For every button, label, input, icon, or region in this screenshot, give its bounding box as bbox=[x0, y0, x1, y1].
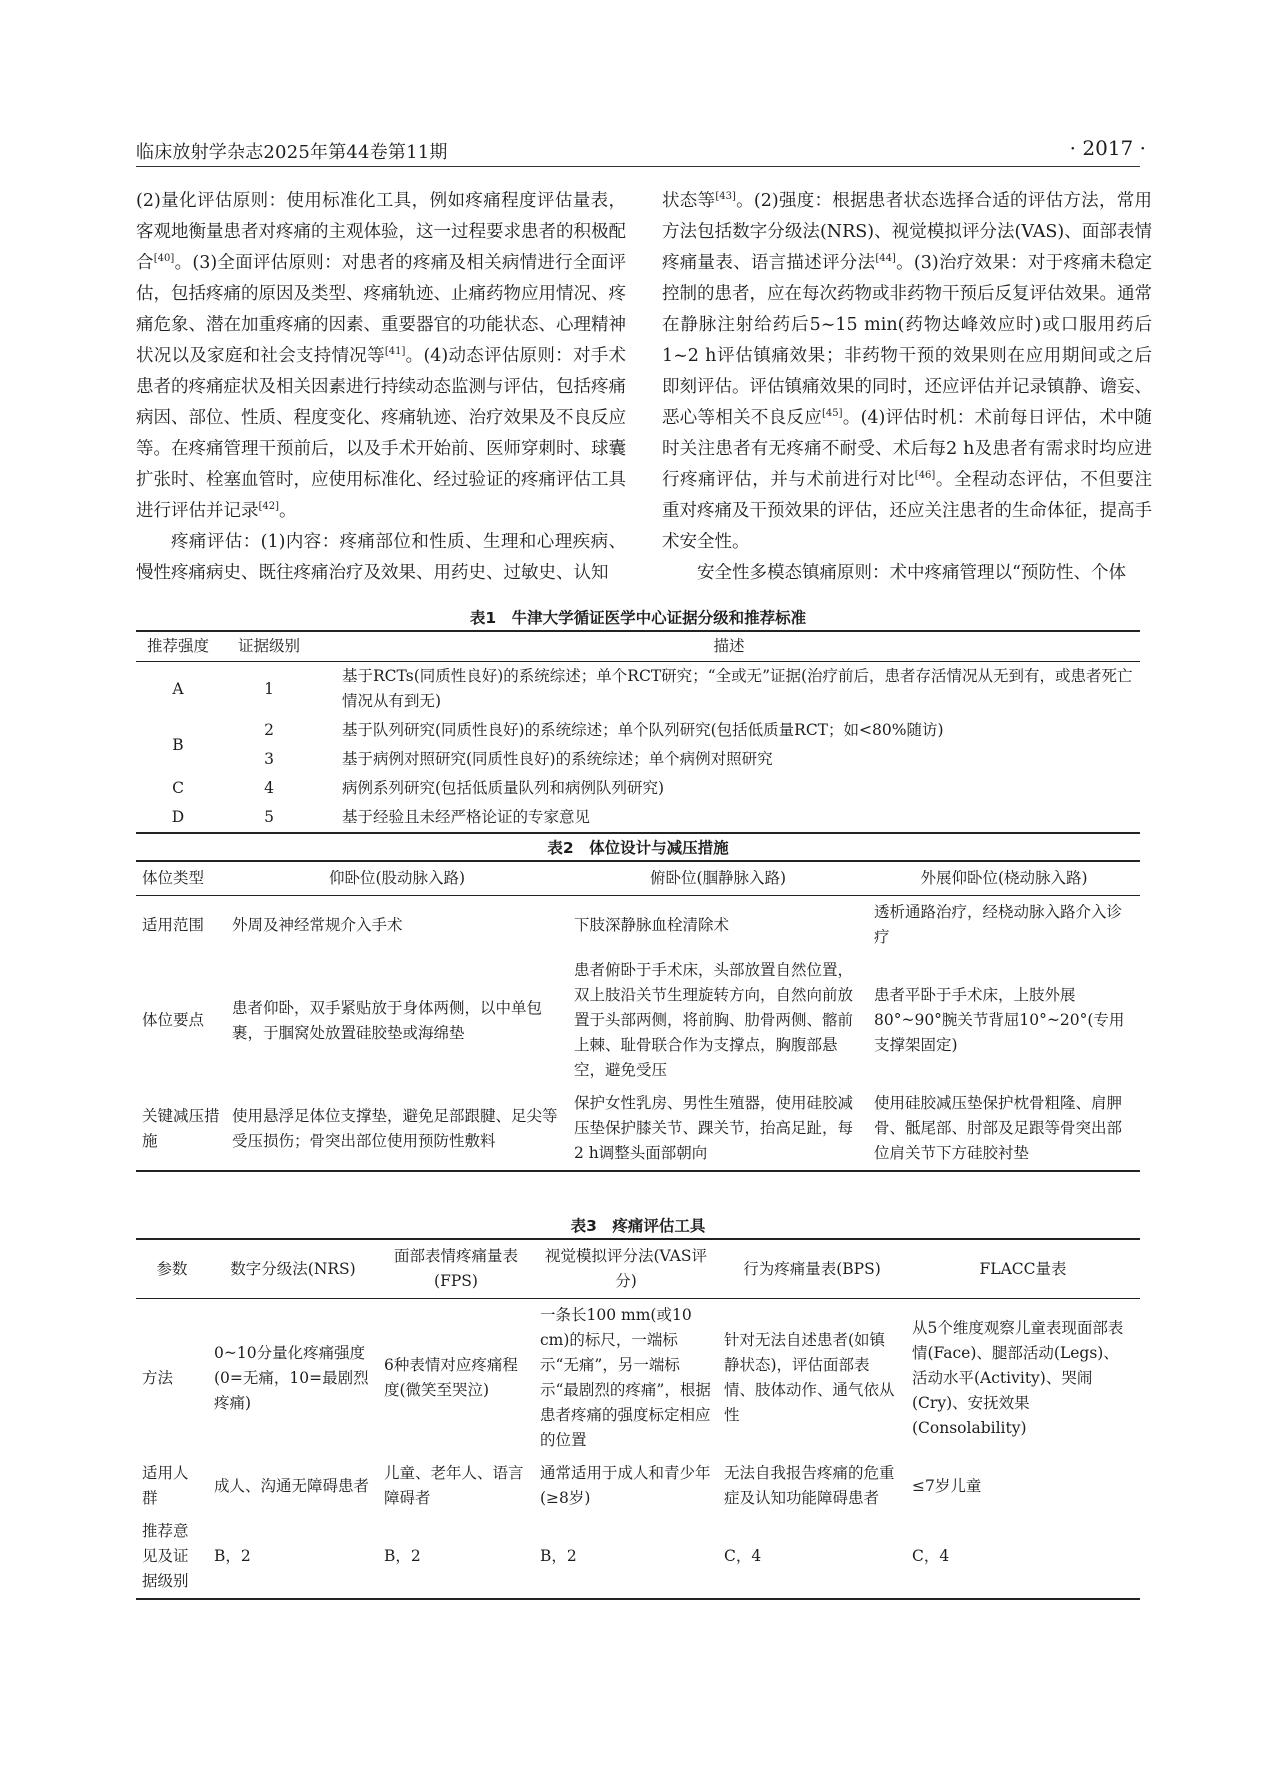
table3-title: 表3 疼痛评估工具 bbox=[570, 1217, 706, 1235]
text-column-left bbox=[136, 186, 626, 589]
table-row bbox=[136, 745, 1140, 774]
table3-header: 视觉模拟评分法(VAS评分) bbox=[534, 1239, 718, 1299]
table-cell: 成人、沟通无障碍患者 bbox=[214, 1476, 370, 1495]
table2-header: 体位类型 bbox=[136, 861, 226, 896]
text-run: 。(4)动态评估原则：对手术患者的疼痛症状及相关因素进行持续动态监测与评估，包括疼痛病因、部位、性质、程度变化、疼痛轨迹、治疗效果及不良反应等。在疼痛管理干预前后，以及手术开始前、医师穿刺时、球囊扩张时、栓塞血管时，应使用标准化、经过验证的疼痛评估工具进行评估并记录 bbox=[136, 346, 627, 521]
table-cell: 保护女性乳房、男性生殖器，使用硅胶减压垫保护膝关节、踝关节，抬高足趾，每2 h调整头面部朝向 bbox=[574, 1094, 854, 1162]
paragraph: 安全性多模态镇痛原则：术中疼痛管理以“预防性、个体 bbox=[697, 563, 1126, 583]
table-cell: 病例系列研究(包括低质量队列和病例队列研究) bbox=[342, 779, 665, 797]
citation: [45] bbox=[821, 408, 843, 420]
page-number: · 2017 · bbox=[1069, 136, 1146, 160]
table2-header: 仰卧位(股动脉入路) bbox=[226, 861, 568, 896]
table1 bbox=[136, 630, 1140, 834]
text-column-right bbox=[662, 186, 1152, 589]
table1-header: 推荐强度 bbox=[136, 631, 220, 662]
table-cell: C，4 bbox=[912, 1547, 950, 1565]
text-run: 。(4)评估时机：术前每日评估，术中随时关注患者有无疼痛不耐受、术后每2 h及患者有需求时均应进行疼痛评估，并与术前进行对比 bbox=[662, 408, 1152, 490]
table-cell: 使用硅胶减压垫保护枕骨粗隆、肩胛骨、骶尾部、肘部及足跟等骨突出部位肩关节下方硅胶衬垫 bbox=[874, 1094, 1123, 1162]
table-cell: 6种表情对应疼痛程度(微笑至哭泣) bbox=[384, 1356, 518, 1399]
paragraph bbox=[662, 186, 1152, 558]
table3-header: 参数 bbox=[136, 1239, 208, 1299]
table-cell: ≤7岁儿童 bbox=[912, 1476, 982, 1495]
table-cell: 儿童、老年人、语言障碍者 bbox=[384, 1464, 524, 1507]
table-cell: B，2 bbox=[214, 1547, 251, 1565]
table-cell: C bbox=[172, 779, 184, 797]
table-cell: 5 bbox=[264, 808, 274, 826]
table-cell: 无法自我报告疼痛的危重症及认知功能障碍患者 bbox=[724, 1464, 895, 1507]
row-label: 推荐意见及证据级别 bbox=[142, 1522, 189, 1590]
citation: [42] bbox=[258, 501, 280, 513]
text-run: 。全程动态评估，不但要注重对疼痛及干预效果的评估，还应关注患者的生命体征，提高手术安全性。 bbox=[662, 470, 1153, 552]
table1-header: 描述 bbox=[318, 631, 1140, 662]
header-divider bbox=[136, 166, 1140, 167]
table3-header: 面部表情疼痛量表(FPS) bbox=[378, 1239, 534, 1299]
table-cell: 患者仰卧，双手紧贴放于身体两侧，以中单包裹，于腘窝处放置硅胶垫或海绵垫 bbox=[232, 998, 543, 1042]
table-cell: 2 bbox=[264, 721, 274, 739]
text-run: 。 bbox=[279, 501, 297, 521]
table-cell: 使用悬浮足体位支撑垫，避免足部跟腱、足尖等受压损伤；骨突出部位使用预防性敷料 bbox=[232, 1106, 558, 1150]
table-cell: 1 bbox=[264, 679, 274, 698]
table-cell: 0~10分量化疼痛强度(0=无痛，10=最剧烈疼痛) bbox=[214, 1343, 369, 1412]
table-cell: 外周及神经常规介入手术 bbox=[232, 915, 403, 934]
table-cell: 下肢深静脉血栓清除术 bbox=[574, 915, 730, 934]
table-cell: B bbox=[172, 735, 184, 754]
row-label: 方法 bbox=[142, 1368, 174, 1387]
table-cell: 4 bbox=[264, 779, 274, 797]
text-run: 。(3)治疗效果：对于疼痛未稳定控制的患者，应在每次药物或非药物干预后反复评估效果。通常在静脉注射给药后5~15 min(药物达峰效应时)或口服用药后1~2 h评估镇痛效果；非药物干预的效果则在应用期间或之后即刻评估。评估镇痛效果的同时，还应评估并记录镇静、谵妄、恶心等相关不良反应 bbox=[662, 253, 1152, 428]
table-cell: 3 bbox=[264, 750, 274, 768]
table2-title: 表2 体位设计与减压措施 bbox=[547, 839, 729, 857]
table3-header: 行为疼痛量表(BPS) bbox=[718, 1239, 906, 1299]
text-run: (2)量化评估原则：使用标准化工具，例如疼痛程度评估量表，客观地衡量患者对疼痛的主观体验，这一过程要求患者的积极配合 bbox=[136, 191, 626, 273]
table-cell: 一条长100 mm(或10 cm)的标尺，一端标示“无痛”，另一端标示“最剧烈的疼痛”，根据患者疼痛的强度标定相应的位置 bbox=[540, 1306, 711, 1449]
journal-header: 临床放射学杂志2025年第44卷第11期 bbox=[136, 142, 448, 163]
table-cell: 基于RCTs(同质性良好)的系统综述；单个RCT研究；“全或无”证据(治疗前后，患者存活情况从无到有，或患者死亡情况从有到无) bbox=[342, 667, 1133, 710]
citation: [44] bbox=[875, 253, 896, 265]
table-row bbox=[136, 896, 1140, 955]
row-label: 适用范围 bbox=[142, 915, 205, 934]
table2-header: 外展仰卧位(桡动脉入路) bbox=[868, 861, 1140, 896]
text-run: 状态等 bbox=[662, 191, 716, 211]
table-row bbox=[136, 1515, 1140, 1599]
table3-header: FLACC量表 bbox=[906, 1239, 1140, 1299]
table-cell: C，4 bbox=[724, 1547, 762, 1565]
table1-title: 表1 牛津大学循证医学中心证据分级和推荐标准 bbox=[469, 609, 807, 627]
table3-header: 数字分级法(NRS) bbox=[208, 1239, 378, 1299]
table-cell: B，2 bbox=[540, 1547, 577, 1565]
table2-header: 俯卧位(腘静脉入路) bbox=[568, 861, 868, 896]
row-label: 关键减压措施 bbox=[142, 1106, 220, 1150]
table-cell: 通常适用于成人和青少年(≥8岁) bbox=[540, 1464, 711, 1507]
table-cell: 患者俯卧于手术床，头部放置自然位置，双上肢沿关节生理旋转方向，自然向前放置于头部两侧，将前胸、肋骨两侧、髂前上棘、耻骨联合作为支撑点，胸腹部悬空，避免受压 bbox=[574, 961, 854, 1079]
citation: [41] bbox=[384, 346, 406, 358]
table2 bbox=[136, 860, 1140, 1172]
paragraph bbox=[136, 186, 626, 527]
table-cell: 基于经验且未经严格论证的专家意见 bbox=[342, 808, 591, 826]
table3 bbox=[136, 1238, 1140, 1600]
table-cell: 基于队列研究(同质性良好)的系统综述；单个队列研究(包括低质量RCT；如<80%随访) bbox=[342, 721, 944, 739]
row-label: 适用人群 bbox=[142, 1464, 189, 1507]
table-cell: A bbox=[172, 679, 184, 698]
table-cell: D bbox=[171, 808, 185, 826]
table-row bbox=[136, 1457, 1140, 1515]
table-row bbox=[136, 716, 1140, 745]
table1-header: 证据级别 bbox=[220, 631, 318, 662]
table-row bbox=[136, 1087, 1140, 1171]
citation: [43] bbox=[715, 191, 736, 203]
text-run: 。(3)全面评估原则：对患者的疼痛及相关病情进行全面评估，包括疼痛的原因及类型、疼痛轨迹、止痛药物应用情况、疼痛危象、潜在加重疼痛的因素、重要器官的功能状态、心理精神状况以及家庭和社会支持情况等 bbox=[136, 253, 626, 366]
table-row bbox=[136, 954, 1140, 1087]
table-row bbox=[136, 774, 1140, 803]
row-label: 体位要点 bbox=[142, 1011, 205, 1029]
table-row bbox=[136, 1299, 1140, 1458]
text-run: 。(2)强度：根据患者状态选择合适的评估方法，常用方法包括数字分级法(NRS)、视觉模拟评分法(VAS)、面部表情疼痛量表、语言描述评分法 bbox=[662, 191, 1152, 273]
table-cell: 透析通路治疗，经桡动脉入路介入诊疗 bbox=[874, 903, 1123, 946]
table-cell: 基于病例对照研究(同质性良好)的系统综述；单个病例对照研究 bbox=[342, 750, 773, 768]
table-cell: B，2 bbox=[384, 1547, 421, 1565]
paragraph: 疼痛评估：(1)内容：疼痛部位和性质、生理和心理疾病、慢性疼痛病史、既往疼痛治疗及效果、用药史、过敏史、认知 bbox=[136, 532, 626, 583]
table-row bbox=[136, 803, 1140, 833]
table-cell: 针对无法自述患者(如镇静状态)，评估面部表情、肢体动作、通气依从性 bbox=[724, 1331, 895, 1424]
table-cell: 从5个维度观察儿童表现面部表情(Face)、腿部活动(Legs)、活动水平(Activity)、哭闹(Cry)、安抚效果(Consolability) bbox=[912, 1318, 1124, 1437]
citation: [40] bbox=[153, 253, 175, 265]
table-row bbox=[136, 662, 1140, 717]
citation: [46] bbox=[914, 470, 936, 482]
table-cell: 患者平卧于手术床，上肢外展80°~90°腕关节背屈10°~20°(专用支撑架固定) bbox=[874, 986, 1125, 1054]
